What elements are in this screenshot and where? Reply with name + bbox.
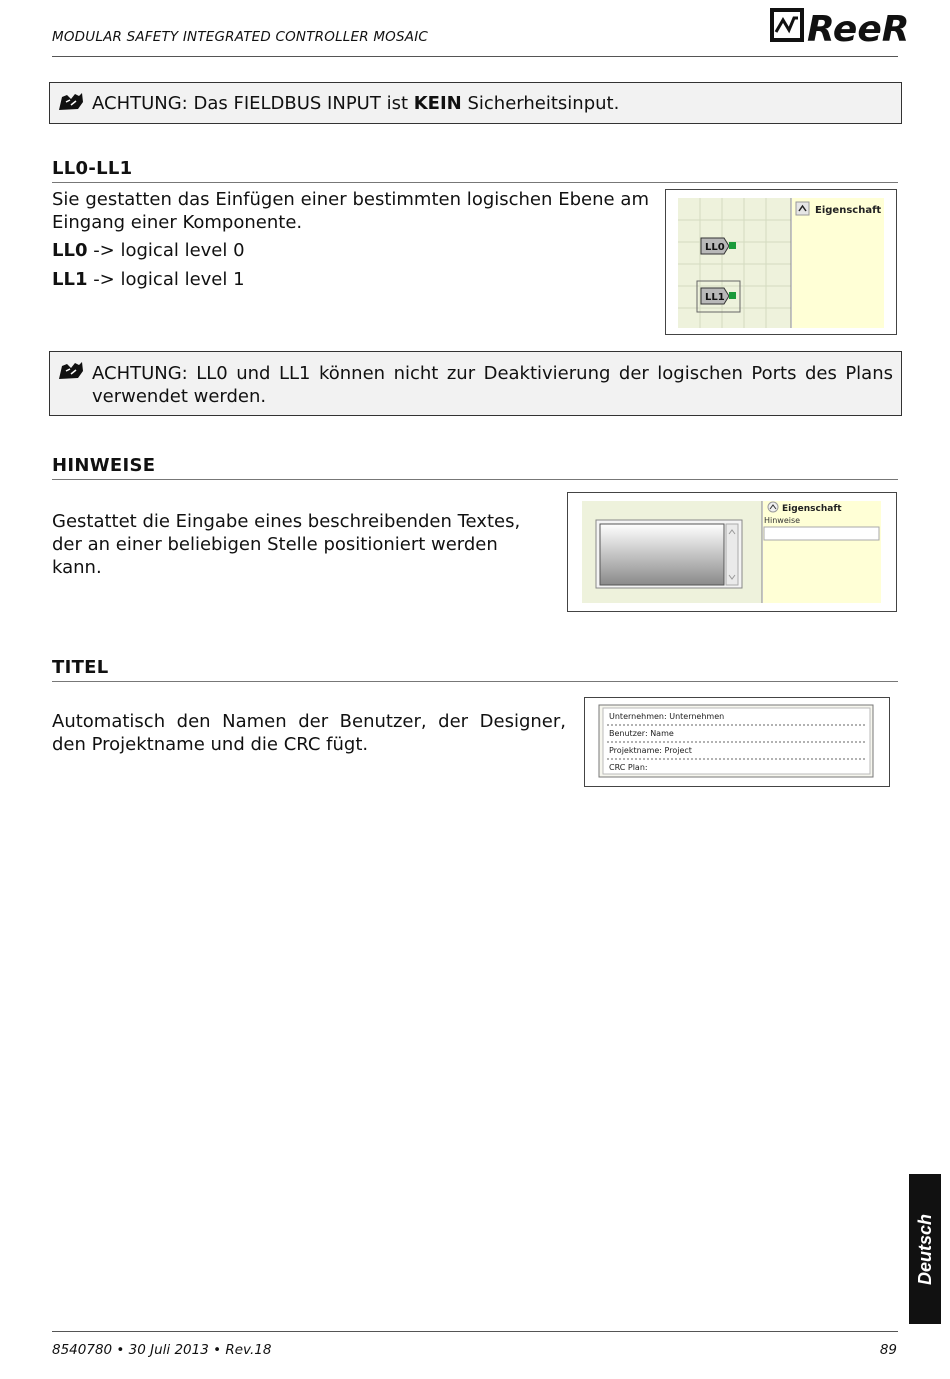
ll0-label: LL0	[52, 240, 88, 261]
warning-hand-icon	[58, 92, 84, 112]
ll1-text: -> logical level 1	[87, 269, 245, 290]
ll0-block-label: LL0	[705, 242, 725, 253]
figure-ll-blocks	[665, 189, 897, 335]
note1-prefix: ACHTUNG: Das FIELDBUS INPUT ist	[92, 93, 414, 114]
titel-description: Automatisch den Namen der Benutzer, der Designer, den Projektname und die CRC fügt.	[52, 711, 566, 755]
ll-description: Sie gestatten das Einfügen einer bestimmten logischen Ebene am Eingang einer Komponente.	[52, 189, 649, 233]
hinweise-panel-title: Eigenschaft	[782, 504, 842, 514]
note1-bold: KEIN	[413, 93, 462, 114]
section-title-ll: LL0-LL1	[52, 158, 133, 179]
section-rule-hinweise	[52, 479, 898, 480]
section-rule-titel	[52, 681, 898, 682]
warning-note-ll	[49, 351, 902, 416]
ll0-line	[52, 239, 245, 262]
hinweise-field-input	[764, 527, 879, 540]
titel-row-company: Unternehmen: Unternehmen	[609, 712, 725, 721]
titel-figure-drawing	[585, 698, 889, 786]
titel-row-user: Benutzer: Name	[609, 729, 674, 738]
note2-text: ACHTUNG: LL0 und LL1 können nicht zur Deaktivierung der logischen Ports des Plans verwendet werden.	[92, 363, 893, 407]
hinweise-figure-drawing	[568, 493, 896, 611]
ll1-block-label: LL1	[705, 292, 725, 303]
warning-hand-icon	[58, 361, 84, 381]
footer-rule	[52, 1331, 898, 1332]
header-rule	[52, 56, 898, 57]
titel-row-crc: CRC Plan:	[609, 763, 648, 772]
section-title-hinweise: HINWEISE	[52, 455, 156, 476]
hinweise-field-label: Hinweise	[764, 516, 801, 525]
note1-suffix: Sicherheitsinput.	[461, 93, 620, 114]
language-tab	[909, 1174, 941, 1324]
hinweise-description: Gestattet die Eingabe eines beschreibenden Textes, der an einer beliebigen Stelle positioniert werden kann.	[52, 511, 521, 578]
footer-doc-info: 8540780 • 30 Juli 2013 • Rev.18	[52, 1342, 272, 1358]
ll-panel-title: Eigenschaft	[815, 205, 882, 216]
titel-row-project: Projektname: Project	[609, 746, 692, 755]
figure-titel	[584, 697, 890, 787]
ll1-label: LL1	[52, 269, 88, 290]
reer-logo-icon	[770, 6, 910, 50]
language-tab-label: Deutsch	[914, 1213, 935, 1285]
logo-text: ReeR	[807, 9, 910, 50]
page-number: 89	[879, 1342, 897, 1358]
ll0-text: -> logical level 0	[87, 240, 245, 261]
section-rule-ll	[52, 182, 898, 183]
header-title: MODULAR SAFETY INTEGRATED CONTROLLER MOSAIC	[52, 29, 429, 45]
section-title-titel: TITEL	[52, 657, 109, 678]
ll1-line	[52, 268, 245, 291]
warning-note-fieldbus	[49, 82, 902, 124]
ll-figure-drawing	[666, 190, 896, 334]
figure-hinweise	[567, 492, 897, 612]
